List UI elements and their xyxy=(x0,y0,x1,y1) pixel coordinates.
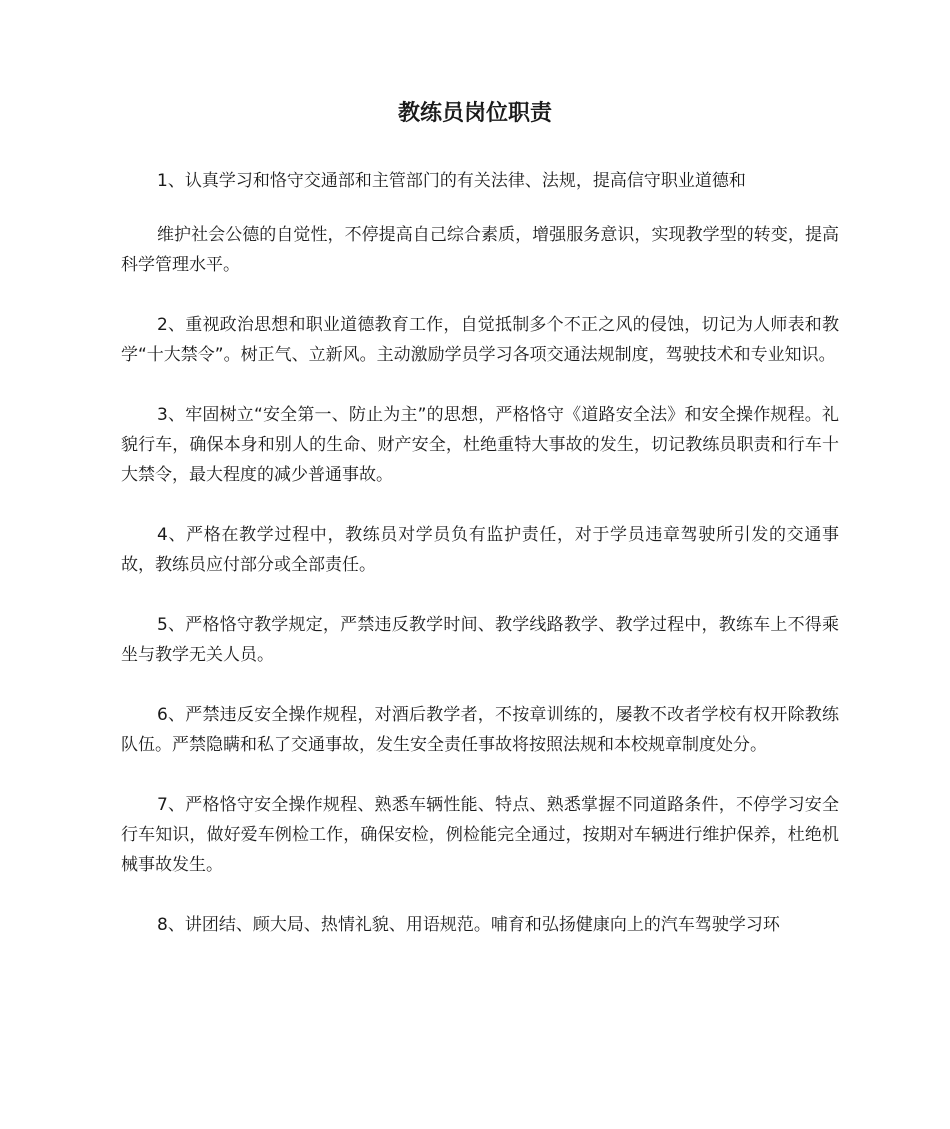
paragraph-2: 2、重视政治思想和职业道德教育工作，自觉抵制多个不正之风的侵蚀，切记为人师表和教学“十大禁令”。树正气、立新风。主动激励学员学习各项交通法规制度，驾驶技术和专业知识。 xyxy=(121,315,839,365)
paragraph-1-continued: 维护社会公德的自觉性，不停提高自己综合素质，增强服务意识，实现教学型的转变，提高科学管理水平。 xyxy=(121,225,839,275)
paragraph-1: 1、认真学习和恪守交通部和主管部门的有关法律、法规，提高信守职业道德和 xyxy=(157,171,746,191)
document-title: 教练员岗位职责 xyxy=(397,101,552,126)
paragraph-4: 4、严格在教学过程中，教练员对学员负有监护责任，对于学员违章驾驶所引发的交通事故，教练员应付部分或全部责任。 xyxy=(121,525,839,575)
paragraph-6: 6、严禁违反安全操作规程，对酒后教学者，不按章训练的，屡教不改者学校有权开除教练队伍。严禁隐瞒和私了交通事故，发生安全责任事故将按照法规和本校规章制度处分。 xyxy=(121,705,839,755)
paragraph-3: 3、牢固树立“安全第一、防止为主”的思想，严格恪守《道路安全法》和安全操作规程。礼貌行车，确保本身和别人的生命、财产安全，杜绝重特大事故的发生，切记教练员职责和行车十大禁令，最大程度的减少普通事故。 xyxy=(121,405,839,485)
paragraph-7: 7、严格恪守安全操作规程、熟悉车辆性能、特点、熟悉掌握不同道路条件，不停学习安全行车知识，做好爱车例检工作，确保安检，例检能完全通过，按期对车辆进行维护保养，杜绝机械事故发生。 xyxy=(121,795,839,875)
paragraph-5: 5、严格恪守教学规定，严禁违反教学时间、教学线路教学、教学过程中，教练车上不得乘坐与教学无关人员。 xyxy=(121,615,839,665)
paragraph-8: 8、讲团结、顾大局、热情礼貌、用语规范。哺育和弘扬健康向上的汽车驾驶学习环 xyxy=(157,915,780,935)
document-body xyxy=(121,166,839,970)
